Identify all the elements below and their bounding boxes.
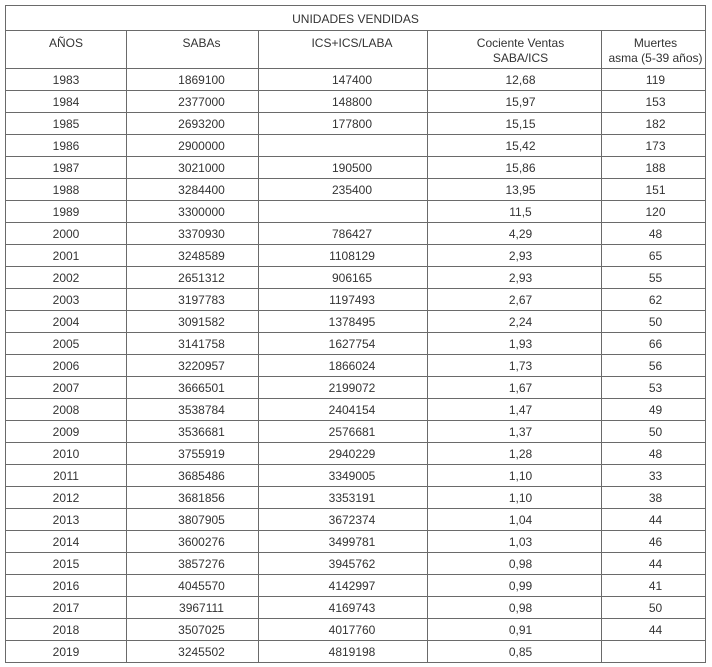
header-deaths: Muertes asma (5-39 años) xyxy=(602,31,706,69)
ratio-cell: 1,10 xyxy=(428,487,602,509)
sabas-cell: 3681856 xyxy=(127,487,259,509)
ratio-cell: 0,98 xyxy=(428,597,602,619)
ratio-cell: 1,47 xyxy=(428,399,602,421)
deaths-cell: 62 xyxy=(602,289,706,311)
year-cell: 2019 xyxy=(6,641,127,663)
deaths-cell: 44 xyxy=(602,509,706,531)
deaths-cell: 48 xyxy=(602,223,706,245)
table-row xyxy=(6,69,706,91)
deaths-cell xyxy=(602,641,706,663)
table-row xyxy=(6,135,706,157)
year-cell: 2017 xyxy=(6,597,127,619)
ics-cell: 177800 xyxy=(259,113,428,135)
year-cell: 2007 xyxy=(6,377,127,399)
year-cell: 2000 xyxy=(6,223,127,245)
deaths-cell: 66 xyxy=(602,333,706,355)
ratio-cell: 13,95 xyxy=(428,179,602,201)
ics-cell: 786427 xyxy=(259,223,428,245)
year-cell: 2003 xyxy=(6,289,127,311)
sabas-cell: 3807905 xyxy=(127,509,259,531)
ratio-cell: 1,93 xyxy=(428,333,602,355)
sabas-cell: 4045570 xyxy=(127,575,259,597)
table-row xyxy=(6,575,706,597)
deaths-cell: 151 xyxy=(602,179,706,201)
table-row xyxy=(6,179,706,201)
ics-cell: 190500 xyxy=(259,157,428,179)
header-ics: ICS+ICS/LABA xyxy=(259,31,428,69)
sabas-cell: 3248589 xyxy=(127,245,259,267)
year-cell: 1984 xyxy=(6,91,127,113)
ratio-cell: 0,99 xyxy=(428,575,602,597)
ics-cell: 4169743 xyxy=(259,597,428,619)
ratio-cell: 1,03 xyxy=(428,531,602,553)
ics-cell: 147400 xyxy=(259,69,428,91)
ics-cell: 2576681 xyxy=(259,421,428,443)
sabas-cell: 2693200 xyxy=(127,113,259,135)
ratio-cell: 0,98 xyxy=(428,553,602,575)
table-row xyxy=(6,619,706,641)
ratio-cell: 1,28 xyxy=(428,443,602,465)
sabas-cell: 2377000 xyxy=(127,91,259,113)
sabas-cell: 3284400 xyxy=(127,179,259,201)
table-title: UNIDADES VENDIDAS xyxy=(6,6,706,31)
ics-cell: 3945762 xyxy=(259,553,428,575)
table-row xyxy=(6,465,706,487)
year-cell: 2002 xyxy=(6,267,127,289)
ratio-cell: 2,67 xyxy=(428,289,602,311)
table-row xyxy=(6,355,706,377)
sabas-cell: 3857276 xyxy=(127,553,259,575)
sabas-cell: 3300000 xyxy=(127,201,259,223)
deaths-cell: 55 xyxy=(602,267,706,289)
ics-cell: 1108129 xyxy=(259,245,428,267)
year-cell: 2009 xyxy=(6,421,127,443)
table-row xyxy=(6,223,706,245)
ics-cell: 4017760 xyxy=(259,619,428,641)
deaths-cell: 56 xyxy=(602,355,706,377)
table-row xyxy=(6,641,706,663)
ics-cell: 906165 xyxy=(259,267,428,289)
sabas-cell: 2900000 xyxy=(127,135,259,157)
ics-cell xyxy=(259,201,428,223)
year-cell: 2001 xyxy=(6,245,127,267)
sabas-cell: 3197783 xyxy=(127,289,259,311)
table-row xyxy=(6,509,706,531)
table-row xyxy=(6,333,706,355)
deaths-cell: 44 xyxy=(602,619,706,641)
year-cell: 2010 xyxy=(6,443,127,465)
ratio-cell: 2,93 xyxy=(428,267,602,289)
table-row xyxy=(6,113,706,135)
deaths-cell: 44 xyxy=(602,553,706,575)
ics-cell: 2404154 xyxy=(259,399,428,421)
ics-cell: 1866024 xyxy=(259,355,428,377)
table-row xyxy=(6,311,706,333)
year-cell: 1989 xyxy=(6,201,127,223)
year-cell: 2011 xyxy=(6,465,127,487)
table-row xyxy=(6,531,706,553)
year-cell: 2013 xyxy=(6,509,127,531)
year-cell: 2018 xyxy=(6,619,127,641)
sabas-cell: 1869100 xyxy=(127,69,259,91)
deaths-cell: 188 xyxy=(602,157,706,179)
sabas-cell: 3967111 xyxy=(127,597,259,619)
ratio-cell: 1,10 xyxy=(428,465,602,487)
deaths-cell: 182 xyxy=(602,113,706,135)
ratio-cell: 2,93 xyxy=(428,245,602,267)
year-cell: 2008 xyxy=(6,399,127,421)
ratio-cell: 2,24 xyxy=(428,311,602,333)
deaths-cell: 53 xyxy=(602,377,706,399)
year-cell: 1983 xyxy=(6,69,127,91)
ics-cell: 148800 xyxy=(259,91,428,113)
ratio-cell: 0,85 xyxy=(428,641,602,663)
deaths-cell: 33 xyxy=(602,465,706,487)
header-year: AÑOS xyxy=(6,31,127,69)
ics-cell: 235400 xyxy=(259,179,428,201)
year-cell: 2004 xyxy=(6,311,127,333)
sabas-cell: 3538784 xyxy=(127,399,259,421)
table-row xyxy=(6,289,706,311)
year-cell: 2005 xyxy=(6,333,127,355)
sabas-cell: 3685486 xyxy=(127,465,259,487)
ratio-cell: 15,86 xyxy=(428,157,602,179)
table-row xyxy=(6,245,706,267)
deaths-cell: 120 xyxy=(602,201,706,223)
table-row xyxy=(6,487,706,509)
sabas-cell: 3370930 xyxy=(127,223,259,245)
ratio-cell: 1,67 xyxy=(428,377,602,399)
deaths-cell: 38 xyxy=(602,487,706,509)
deaths-cell: 50 xyxy=(602,421,706,443)
year-cell: 2012 xyxy=(6,487,127,509)
deaths-cell: 41 xyxy=(602,575,706,597)
deaths-cell: 119 xyxy=(602,69,706,91)
deaths-cell: 49 xyxy=(602,399,706,421)
ratio-cell: 1,73 xyxy=(428,355,602,377)
ratio-cell: 0,91 xyxy=(428,619,602,641)
deaths-cell: 48 xyxy=(602,443,706,465)
deaths-cell: 173 xyxy=(602,135,706,157)
sabas-cell: 3755919 xyxy=(127,443,259,465)
ratio-cell: 15,42 xyxy=(428,135,602,157)
sabas-cell: 3220957 xyxy=(127,355,259,377)
deaths-cell: 50 xyxy=(602,597,706,619)
ratio-cell: 1,04 xyxy=(428,509,602,531)
sabas-cell: 3021000 xyxy=(127,157,259,179)
sabas-cell: 3091582 xyxy=(127,311,259,333)
table-title-row xyxy=(6,6,706,31)
deaths-cell: 153 xyxy=(602,91,706,113)
ics-cell xyxy=(259,135,428,157)
ratio-cell: 12,68 xyxy=(428,69,602,91)
ics-cell: 1378495 xyxy=(259,311,428,333)
deaths-cell: 50 xyxy=(602,311,706,333)
table-row xyxy=(6,443,706,465)
table-row xyxy=(6,421,706,443)
table-row xyxy=(6,553,706,575)
sales-table xyxy=(5,5,706,663)
ics-cell: 3672374 xyxy=(259,509,428,531)
sabas-cell: 3536681 xyxy=(127,421,259,443)
year-cell: 2015 xyxy=(6,553,127,575)
ics-cell: 3499781 xyxy=(259,531,428,553)
table-row xyxy=(6,597,706,619)
sabas-cell: 3666501 xyxy=(127,377,259,399)
table-row xyxy=(6,91,706,113)
header-sabas: SABAs xyxy=(127,31,259,69)
sabas-cell: 3600276 xyxy=(127,531,259,553)
ics-cell: 2199072 xyxy=(259,377,428,399)
ratio-cell: 4,29 xyxy=(428,223,602,245)
deaths-cell: 65 xyxy=(602,245,706,267)
year-cell: 1985 xyxy=(6,113,127,135)
deaths-cell: 46 xyxy=(602,531,706,553)
ratio-cell: 11,5 xyxy=(428,201,602,223)
sabas-cell: 3141758 xyxy=(127,333,259,355)
header-ratio: Cociente Ventas SABA/ICS xyxy=(428,31,602,69)
year-cell: 1986 xyxy=(6,135,127,157)
ics-cell: 3353191 xyxy=(259,487,428,509)
ics-cell: 4819198 xyxy=(259,641,428,663)
year-cell: 1987 xyxy=(6,157,127,179)
sabas-cell: 3507025 xyxy=(127,619,259,641)
year-cell: 1988 xyxy=(6,179,127,201)
year-cell: 2014 xyxy=(6,531,127,553)
table-row xyxy=(6,377,706,399)
ratio-cell: 15,97 xyxy=(428,91,602,113)
table-row xyxy=(6,201,706,223)
ics-cell: 4142997 xyxy=(259,575,428,597)
ratio-cell: 1,37 xyxy=(428,421,602,443)
table-row xyxy=(6,399,706,421)
ics-cell: 1627754 xyxy=(259,333,428,355)
table-header-row xyxy=(6,31,706,69)
ics-cell: 2940229 xyxy=(259,443,428,465)
year-cell: 2006 xyxy=(6,355,127,377)
year-cell: 2016 xyxy=(6,575,127,597)
table-row xyxy=(6,157,706,179)
ics-cell: 1197493 xyxy=(259,289,428,311)
table-row xyxy=(6,267,706,289)
sabas-cell: 3245502 xyxy=(127,641,259,663)
ics-cell: 3349005 xyxy=(259,465,428,487)
sabas-cell: 2651312 xyxy=(127,267,259,289)
ratio-cell: 15,15 xyxy=(428,113,602,135)
